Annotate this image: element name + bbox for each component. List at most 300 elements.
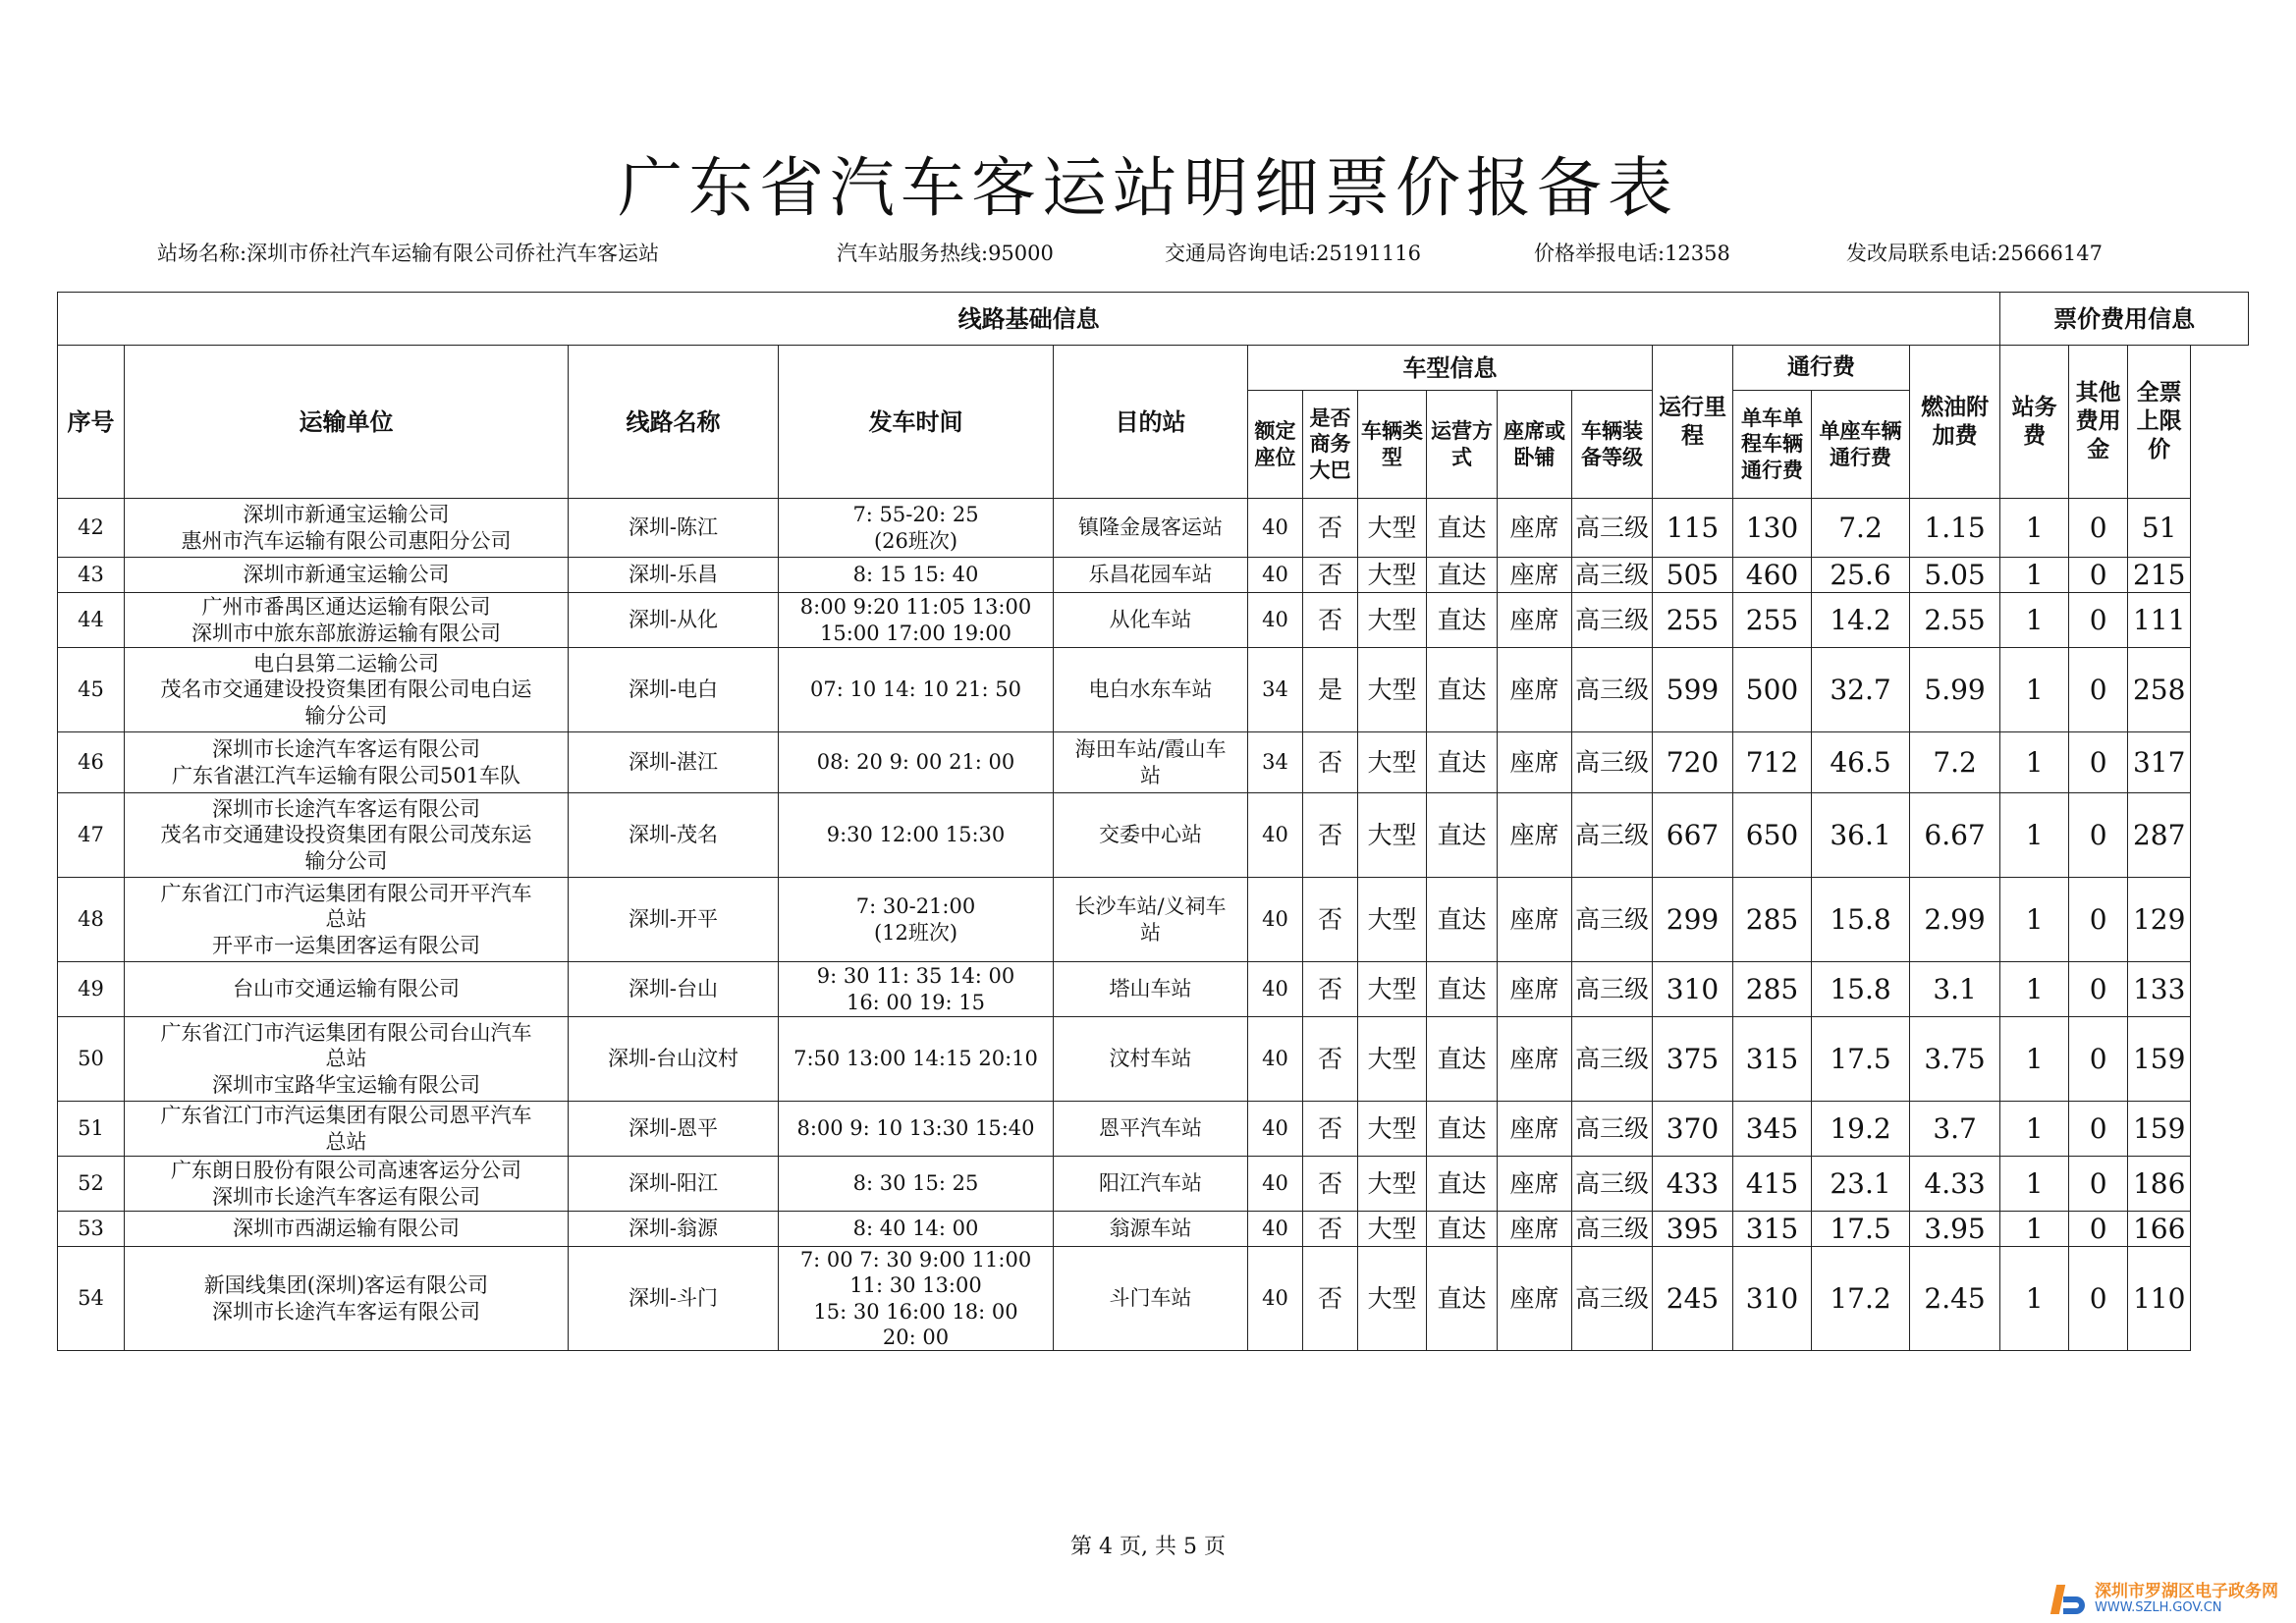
- time-line: 15:00 17:00 19:00: [820, 621, 1011, 645]
- cell-total: 111: [2128, 593, 2191, 648]
- total-header: 全票上限价: [2128, 346, 2191, 499]
- cell-total: 133: [2128, 962, 2191, 1017]
- company-line: 茂名市交通建设投资集团有限公司茂东运: [160, 823, 532, 847]
- cell-time: [779, 648, 1054, 732]
- cell-business: 否: [1303, 878, 1358, 962]
- table-row: [58, 648, 2249, 732]
- cell-route: 深圳-从化: [569, 593, 779, 648]
- cell-toll1: 130: [1733, 499, 1812, 558]
- cell-toll2: 17.2: [1812, 1247, 1910, 1351]
- cell-business: 否: [1303, 1212, 1358, 1247]
- company-line: 广东省江门市汽运集团有限公司台山汽车: [160, 1021, 532, 1046]
- cell-station-fee: 1: [2000, 593, 2069, 648]
- cell-other: 0: [2069, 1102, 2128, 1157]
- cell-station-fee: 1: [2000, 499, 2069, 558]
- dest-line: 斗门车站: [1109, 1286, 1192, 1311]
- toll1-header: 单车单程车辆通行费: [1733, 391, 1812, 499]
- cell-mode: 直达: [1427, 962, 1498, 1017]
- company-line: 深圳市长途汽车客运有限公司: [212, 737, 480, 762]
- cell-grade: 高三级: [1572, 648, 1653, 732]
- cell-seq: 44: [58, 593, 125, 648]
- cell-vtype: 大型: [1358, 1157, 1427, 1212]
- time-line: 20: 00: [882, 1325, 950, 1349]
- cell-seatbed: 座席: [1498, 962, 1572, 1017]
- cell-other: 0: [2069, 499, 2128, 558]
- cell-route: 深圳-台山: [569, 962, 779, 1017]
- cell-station-fee: 1: [2000, 878, 2069, 962]
- fare-info-header: 票价费用信息: [2000, 293, 2249, 346]
- dest-header: 目的站: [1054, 346, 1248, 499]
- cell-business: 否: [1303, 1247, 1358, 1351]
- cell-station-fee: 1: [2000, 1247, 2069, 1351]
- company-line: 广东省江门市汽运集团有限公司开平汽车: [160, 882, 532, 906]
- cell-toll1: 285: [1733, 878, 1812, 962]
- cell-company: [125, 732, 569, 793]
- cell-mode: 直达: [1427, 793, 1498, 878]
- cell-time: [779, 1212, 1054, 1247]
- table-row: [58, 793, 2249, 878]
- cell-dest: [1054, 499, 1248, 558]
- cell-seats: 34: [1248, 648, 1303, 732]
- time-line: 7:50 13:00 14:15 20:10: [793, 1047, 1038, 1071]
- cell-other: 0: [2069, 593, 2128, 648]
- cell-grade: 高三级: [1572, 732, 1653, 793]
- cell-toll1: 285: [1733, 962, 1812, 1017]
- cell-route: 深圳-开平: [569, 878, 779, 962]
- dest-line: 恩平汽车站: [1099, 1116, 1202, 1141]
- cell-total: 215: [2128, 558, 2191, 593]
- watermark-title: 深圳市罗湖区电子政务网: [2095, 1582, 2278, 1602]
- cell-vtype: 大型: [1358, 648, 1427, 732]
- cell-route: 深圳-斗门: [569, 1247, 779, 1351]
- cell-total: 51: [2128, 499, 2191, 558]
- cell-seats: 40: [1248, 499, 1303, 558]
- cell-toll1: 345: [1733, 1102, 1812, 1157]
- cell-vtype: 大型: [1358, 793, 1427, 878]
- toll-header: 通行费: [1733, 346, 1910, 391]
- cell-dest: [1054, 648, 1248, 732]
- dest-line: 阳江汽车站: [1099, 1171, 1202, 1196]
- table-row: [58, 1212, 2249, 1247]
- dest-line: 海田车站/霞山车: [1074, 737, 1227, 762]
- time-line: 7: 30-21:00: [855, 894, 976, 919]
- ndrc-phone: 发改局联系电话:25666147: [1846, 242, 2103, 265]
- cell-seats: 40: [1248, 962, 1303, 1017]
- page-title: 广东省汽车客运站明细票价报备表: [618, 150, 1678, 226]
- seatbed-header: 座席或卧铺: [1498, 391, 1572, 499]
- cell-dest: [1054, 593, 1248, 648]
- cell-total: 166: [2128, 1212, 2191, 1247]
- cell-company: [125, 1102, 569, 1157]
- grade-header: 车辆装备等级: [1572, 391, 1653, 499]
- cell-dest: [1054, 1157, 1248, 1212]
- cell-grade: 高三级: [1572, 1212, 1653, 1247]
- cell-grade: 高三级: [1572, 962, 1653, 1017]
- cell-total: 159: [2128, 1017, 2191, 1102]
- time-line: 16: 00 19: 15: [846, 990, 986, 1014]
- cell-station-fee: 1: [2000, 962, 2069, 1017]
- cell-fuel: 3.75: [1910, 1017, 2000, 1102]
- table-row: [58, 558, 2249, 593]
- cell-fuel: 3.1: [1910, 962, 2000, 1017]
- cell-seats: 40: [1248, 878, 1303, 962]
- cell-business: 否: [1303, 1157, 1358, 1212]
- time-line: 8: 15 15: 40: [852, 563, 979, 587]
- cell-other: 0: [2069, 878, 2128, 962]
- table-row: [58, 593, 2249, 648]
- cell-mileage: 115: [1653, 499, 1733, 558]
- cell-toll1: 712: [1733, 732, 1812, 793]
- dest-line: 乐昌花园车站: [1088, 563, 1213, 587]
- cell-station-fee: 1: [2000, 1102, 2069, 1157]
- dest-line: 汶村车站: [1109, 1047, 1192, 1071]
- cell-station-fee: 1: [2000, 793, 2069, 878]
- table-row: [58, 1247, 2249, 1351]
- cell-total: 287: [2128, 793, 2191, 878]
- time-line: (26班次): [873, 528, 958, 553]
- cell-mode: 直达: [1427, 1212, 1498, 1247]
- dest-line: 从化车站: [1109, 608, 1192, 632]
- cell-mileage: 667: [1653, 793, 1733, 878]
- cell-time: [779, 1017, 1054, 1102]
- cell-seats: 40: [1248, 1212, 1303, 1247]
- cell-mode: 直达: [1427, 1157, 1498, 1212]
- cell-seq: 53: [58, 1212, 125, 1247]
- cell-seq: 52: [58, 1157, 125, 1212]
- cell-company: [125, 593, 569, 648]
- cell-mileage: 299: [1653, 878, 1733, 962]
- watermark: [2050, 1583, 2278, 1616]
- price-report-phone: 价格举报电话:12358: [1534, 242, 1730, 265]
- cell-seatbed: 座席: [1498, 1247, 1572, 1351]
- cell-company: [125, 558, 569, 593]
- time-line: 11: 30 13:00: [849, 1273, 982, 1298]
- cell-toll1: 650: [1733, 793, 1812, 878]
- cell-seats: 40: [1248, 1157, 1303, 1212]
- cell-other: 0: [2069, 732, 2128, 793]
- cell-business: 否: [1303, 1017, 1358, 1102]
- cell-seatbed: 座席: [1498, 1017, 1572, 1102]
- transport-phone: 交通局咨询电话:25191116: [1165, 242, 1421, 265]
- cell-seatbed: 座席: [1498, 1157, 1572, 1212]
- page-number: 第 4 页, 共 5 页: [1070, 1535, 1226, 1559]
- cell-vtype: 大型: [1358, 1102, 1427, 1157]
- time-line: 9:30 12:00 15:30: [826, 823, 1006, 847]
- cell-dest: [1054, 732, 1248, 793]
- cell-mode: 直达: [1427, 1247, 1498, 1351]
- table-row: [58, 1157, 2249, 1212]
- cell-mileage: 720: [1653, 732, 1733, 793]
- cell-dest: [1054, 1247, 1248, 1351]
- cell-time: [779, 732, 1054, 793]
- cell-toll2: 36.1: [1812, 793, 1910, 878]
- cell-seats: 40: [1248, 1102, 1303, 1157]
- cell-toll1: 315: [1733, 1212, 1812, 1247]
- company-line: 广东朗日股份有限公司高速客运分公司: [171, 1159, 521, 1183]
- cell-mode: 直达: [1427, 1017, 1498, 1102]
- service-hotline: 汽车站服务热线:95000: [837, 242, 1054, 265]
- cell-station-fee: 1: [2000, 1212, 2069, 1247]
- cell-other: 0: [2069, 1157, 2128, 1212]
- cell-toll2: 7.2: [1812, 499, 1910, 558]
- cell-company: [125, 1017, 569, 1102]
- vtype-header: 车辆类型: [1358, 391, 1427, 499]
- cell-business: 否: [1303, 732, 1358, 793]
- cell-toll2: 17.5: [1812, 1017, 1910, 1102]
- cell-fuel: 2.45: [1910, 1247, 2000, 1351]
- cell-toll2: 15.8: [1812, 962, 1910, 1017]
- station-fee-header: 站务费: [2000, 346, 2069, 499]
- cell-seats: 40: [1248, 793, 1303, 878]
- cell-toll2: 14.2: [1812, 593, 1910, 648]
- cell-seatbed: 座席: [1498, 1102, 1572, 1157]
- cell-vtype: 大型: [1358, 1212, 1427, 1247]
- cell-seq: 46: [58, 732, 125, 793]
- time-line: 8: 30 15: 25: [852, 1171, 979, 1196]
- company-line: 总站: [325, 1047, 367, 1071]
- cell-total: 186: [2128, 1157, 2191, 1212]
- fare-table: [57, 292, 2249, 1351]
- cell-mileage: 395: [1653, 1212, 1733, 1247]
- company-line: 深圳市西湖运输有限公司: [233, 1217, 460, 1241]
- cell-grade: 高三级: [1572, 499, 1653, 558]
- cell-other: 0: [2069, 558, 2128, 593]
- cell-dest: [1054, 1017, 1248, 1102]
- company-line: 电白县第二运输公司: [253, 652, 439, 676]
- cell-station-fee: 1: [2000, 1157, 2069, 1212]
- company-line: 总站: [325, 907, 367, 932]
- cell-dest: [1054, 962, 1248, 1017]
- cell-vtype: 大型: [1358, 593, 1427, 648]
- cell-seq: 43: [58, 558, 125, 593]
- cell-mileage: 433: [1653, 1157, 1733, 1212]
- cell-fuel: 4.33: [1910, 1157, 2000, 1212]
- company-line: 广东省湛江汽车运输有限公司501车队: [171, 763, 521, 787]
- cell-fuel: 2.55: [1910, 593, 2000, 648]
- dest-line: 长沙车站/义祠车: [1074, 894, 1227, 919]
- cell-toll2: 19.2: [1812, 1102, 1910, 1157]
- vehicle-header: 车型信息: [1248, 346, 1653, 391]
- other-fee-header: 其他费用金: [2069, 346, 2128, 499]
- cell-time: [779, 1157, 1054, 1212]
- cell-toll1: 315: [1733, 1017, 1812, 1102]
- cell-vtype: 大型: [1358, 558, 1427, 593]
- cell-company: [125, 499, 569, 558]
- cell-grade: 高三级: [1572, 593, 1653, 648]
- cell-business: 否: [1303, 793, 1358, 878]
- company-line: 惠州市汽车运输有限公司惠阳分公司: [181, 528, 512, 553]
- cell-grade: 高三级: [1572, 558, 1653, 593]
- cell-route: 深圳-台山汶村: [569, 1017, 779, 1102]
- watermark-url: WWW.SZLH.GOV.CN: [2095, 1600, 2222, 1616]
- cell-other: 0: [2069, 962, 2128, 1017]
- cell-fuel: 3.7: [1910, 1102, 2000, 1157]
- cell-toll1: 500: [1733, 648, 1812, 732]
- cell-fuel: 6.67: [1910, 793, 2000, 878]
- dest-line: 翁源车站: [1109, 1217, 1192, 1241]
- dest-line: 电白水东车站: [1088, 677, 1213, 702]
- cell-toll2: 46.5: [1812, 732, 1910, 793]
- cell-seq: 54: [58, 1247, 125, 1351]
- cell-grade: 高三级: [1572, 1017, 1653, 1102]
- cell-mode: 直达: [1427, 878, 1498, 962]
- cell-other: 0: [2069, 1212, 2128, 1247]
- company-header: 运输单位: [125, 346, 569, 499]
- cell-station-fee: 1: [2000, 648, 2069, 732]
- company-line: 深圳市宝路华宝运输有限公司: [212, 1072, 480, 1097]
- toll2-header: 单座车辆通行费: [1812, 391, 1910, 499]
- cell-fuel: 1.15: [1910, 499, 2000, 558]
- time-line: 07: 10 14: 10 21: 50: [810, 677, 1021, 702]
- cell-station-fee: 1: [2000, 558, 2069, 593]
- route-info-header: 线路基础信息: [58, 293, 2000, 346]
- cell-company: [125, 878, 569, 962]
- cell-mode: 直达: [1427, 1102, 1498, 1157]
- cell-seq: 45: [58, 648, 125, 732]
- cell-fuel: 3.95: [1910, 1212, 2000, 1247]
- company-line: 深圳市新通宝运输公司: [243, 563, 450, 587]
- company-line: 台山市交通运输有限公司: [233, 977, 460, 1001]
- cell-seats: 40: [1248, 593, 1303, 648]
- cell-mileage: 370: [1653, 1102, 1733, 1157]
- cell-time: [779, 499, 1054, 558]
- cell-seats: 34: [1248, 732, 1303, 793]
- company-line: 广东省江门市汽运集团有限公司恩平汽车: [160, 1104, 532, 1128]
- cell-mileage: 310: [1653, 962, 1733, 1017]
- dest-line: 镇隆金晟客运站: [1078, 515, 1223, 540]
- dest-line: 站: [1140, 763, 1161, 787]
- cell-total: 159: [2128, 1102, 2191, 1157]
- cell-seq: 50: [58, 1017, 125, 1102]
- cell-toll2: 15.8: [1812, 878, 1910, 962]
- time-header: 发车时间: [779, 346, 1054, 499]
- cell-dest: [1054, 1212, 1248, 1247]
- cell-toll1: 255: [1733, 593, 1812, 648]
- business-header: 是否商务大巴: [1303, 391, 1358, 499]
- cell-seats: 40: [1248, 1017, 1303, 1102]
- cell-mode: 直达: [1427, 648, 1498, 732]
- site-logo-icon: [2050, 1583, 2089, 1616]
- cell-mode: 直达: [1427, 593, 1498, 648]
- cell-company: [125, 962, 569, 1017]
- cell-seatbed: 座席: [1498, 648, 1572, 732]
- cell-route: 深圳-翁源: [569, 1212, 779, 1247]
- cell-grade: 高三级: [1572, 1247, 1653, 1351]
- cell-mileage: 255: [1653, 593, 1733, 648]
- cell-vtype: 大型: [1358, 1247, 1427, 1351]
- time-line: 08: 20 9: 00 21: 00: [816, 750, 1015, 775]
- company-line: 输分公司: [304, 703, 388, 728]
- cell-company: [125, 1212, 569, 1247]
- company-line: 深圳市中旅东部旅游运输有限公司: [191, 621, 501, 645]
- company-line: 总站: [325, 1129, 367, 1154]
- cell-other: 0: [2069, 1017, 2128, 1102]
- table-row: [58, 732, 2249, 793]
- company-line: 深圳市新通宝运输公司: [243, 503, 450, 527]
- mileage-header: 运行里程: [1653, 346, 1733, 499]
- cell-mileage: 505: [1653, 558, 1733, 593]
- cell-dest: [1054, 1102, 1248, 1157]
- cell-fuel: 7.2: [1910, 732, 2000, 793]
- company-line: 开平市一运集团客运有限公司: [212, 933, 480, 957]
- company-line: 输分公司: [304, 848, 388, 873]
- cell-vtype: 大型: [1358, 878, 1427, 962]
- cell-business: 否: [1303, 1102, 1358, 1157]
- cell-grade: 高三级: [1572, 878, 1653, 962]
- cell-business: 否: [1303, 558, 1358, 593]
- company-line: 深圳市长途汽车客运有限公司: [212, 1299, 480, 1324]
- cell-company: [125, 1247, 569, 1351]
- cell-seatbed: 座席: [1498, 793, 1572, 878]
- cell-seatbed: 座席: [1498, 558, 1572, 593]
- cell-dest: [1054, 793, 1248, 878]
- time-line: 9: 30 11: 35 14: 00: [816, 964, 1015, 989]
- time-line: 8:00 9: 10 13:30 15:40: [796, 1116, 1035, 1141]
- cell-route: 深圳-乐昌: [569, 558, 779, 593]
- cell-time: [779, 1102, 1054, 1157]
- table-row: [58, 1017, 2249, 1102]
- time-line: 8:00 9:20 11:05 13:00: [799, 595, 1032, 620]
- cell-toll1: 460: [1733, 558, 1812, 593]
- mode-header: 运营方式: [1427, 391, 1498, 499]
- cell-toll2: 23.1: [1812, 1157, 1910, 1212]
- time-line: (12班次): [873, 920, 958, 945]
- cell-seq: 47: [58, 793, 125, 878]
- fuel-header: 燃油附加费: [1910, 346, 2000, 499]
- cell-mileage: 375: [1653, 1017, 1733, 1102]
- cell-dest: [1054, 878, 1248, 962]
- cell-business: 是: [1303, 648, 1358, 732]
- cell-toll1: 415: [1733, 1157, 1812, 1212]
- company-line: 广州市番禺区通达运输有限公司: [201, 595, 491, 620]
- cell-toll2: 25.6: [1812, 558, 1910, 593]
- cell-other: 0: [2069, 1247, 2128, 1351]
- cell-route: 深圳-陈江: [569, 499, 779, 558]
- time-line: 8: 40 14: 00: [852, 1217, 979, 1241]
- cell-seq: 51: [58, 1102, 125, 1157]
- cell-grade: 高三级: [1572, 1157, 1653, 1212]
- cell-toll1: 310: [1733, 1247, 1812, 1351]
- cell-mode: 直达: [1427, 558, 1498, 593]
- cell-total: 110: [2128, 1247, 2191, 1351]
- cell-route: 深圳-湛江: [569, 732, 779, 793]
- cell-business: 否: [1303, 499, 1358, 558]
- cell-fuel: 2.99: [1910, 878, 2000, 962]
- cell-seatbed: 座席: [1498, 499, 1572, 558]
- cell-other: 0: [2069, 648, 2128, 732]
- seats-header: 额定座位: [1248, 391, 1303, 499]
- cell-route: 深圳-阳江: [569, 1157, 779, 1212]
- table-row: [58, 499, 2249, 558]
- cell-toll2: 32.7: [1812, 648, 1910, 732]
- cell-seq: 49: [58, 962, 125, 1017]
- cell-business: 否: [1303, 593, 1358, 648]
- time-line: 7: 00 7: 30 9:00 11:00: [799, 1248, 1032, 1271]
- cell-company: [125, 793, 569, 878]
- cell-fuel: 5.05: [1910, 558, 2000, 593]
- cell-seatbed: 座席: [1498, 593, 1572, 648]
- cell-grade: 高三级: [1572, 793, 1653, 878]
- cell-seq: 48: [58, 878, 125, 962]
- dest-line: 站: [1140, 920, 1161, 945]
- cell-time: [779, 1247, 1054, 1351]
- cell-mileage: 245: [1653, 1247, 1733, 1351]
- dest-line: 塔山车站: [1109, 977, 1192, 1001]
- cell-seats: 40: [1248, 1247, 1303, 1351]
- cell-station-fee: 1: [2000, 1017, 2069, 1102]
- cell-mode: 直达: [1427, 499, 1498, 558]
- cell-time: [779, 593, 1054, 648]
